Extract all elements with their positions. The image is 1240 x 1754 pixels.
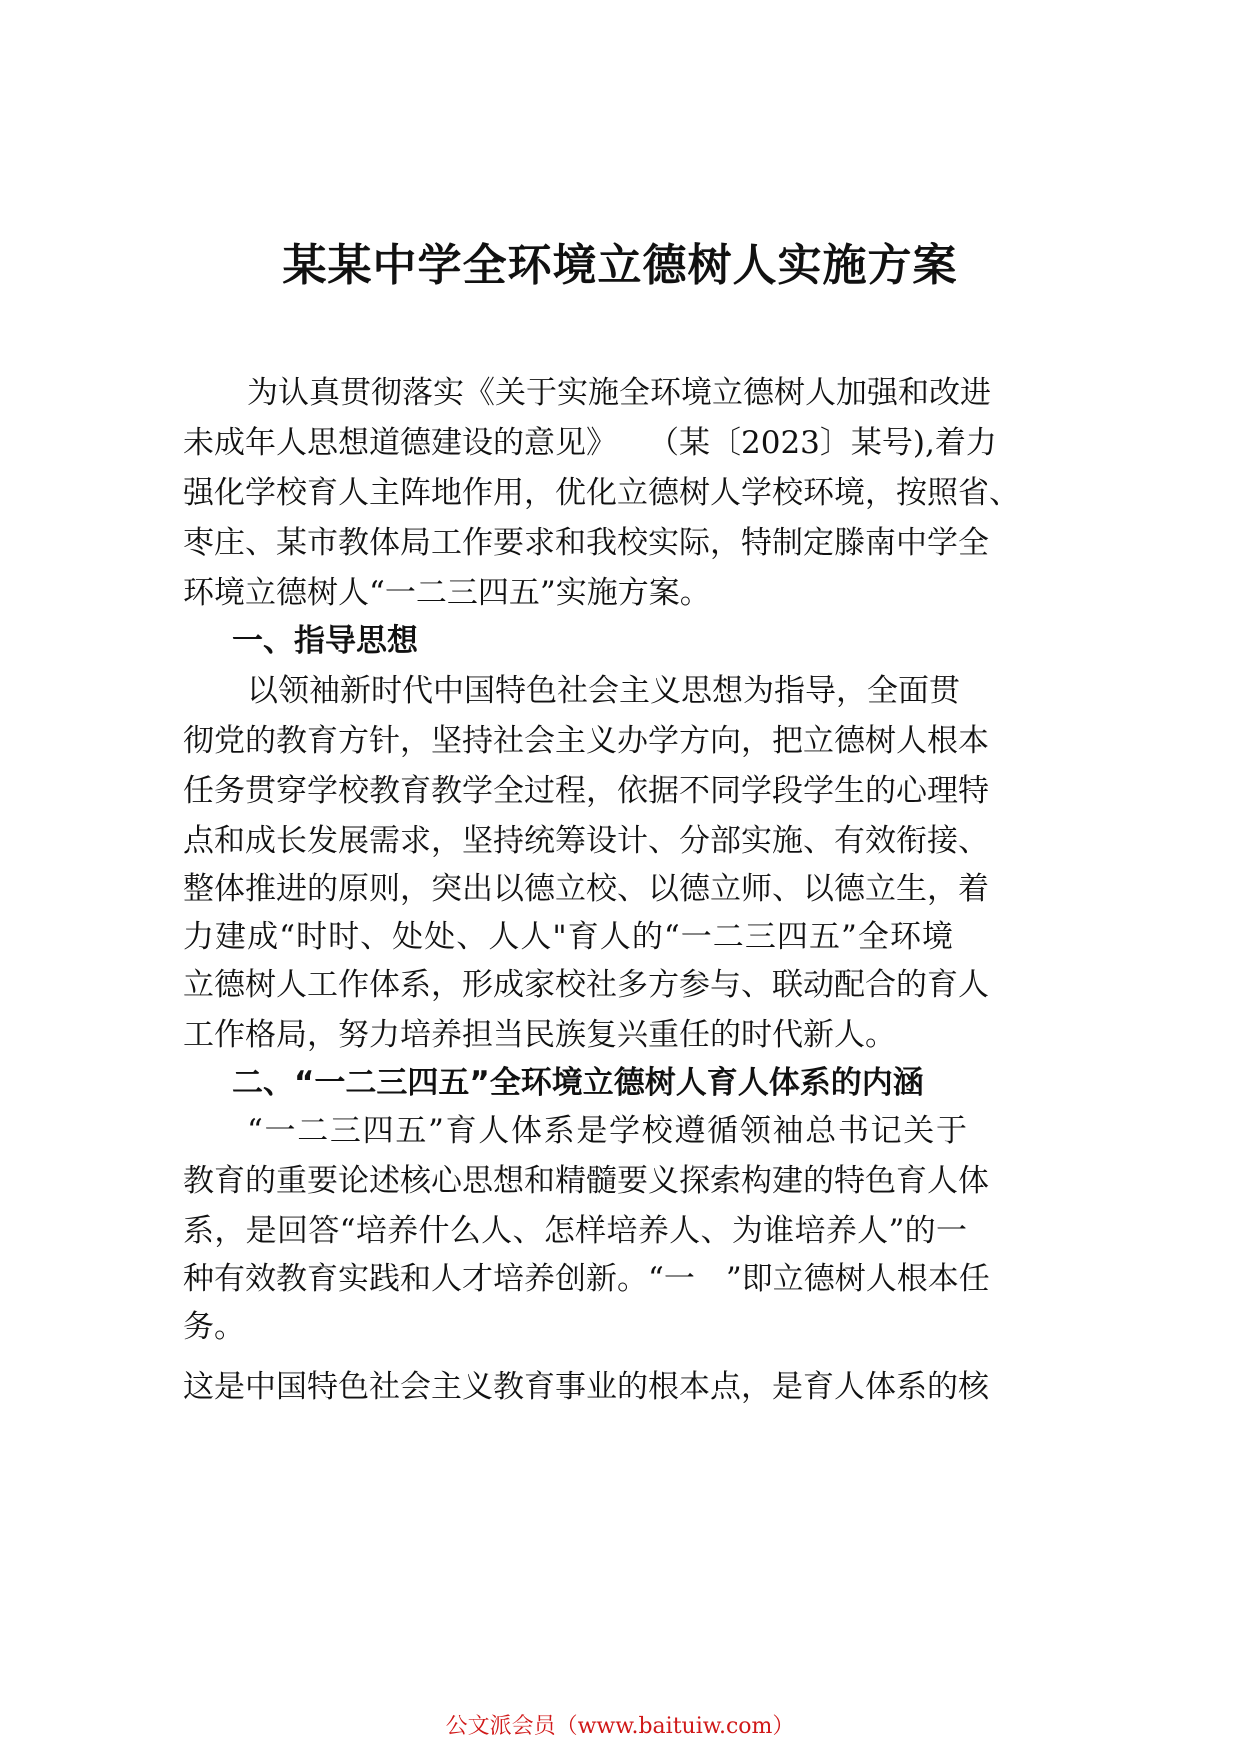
intro-line: 环境立德树人“一二三四五”实施方案。 [183,575,711,611]
section2-line: “一二三四五”育人体系是学校遵循领袖总书记关于 [247,1113,967,1149]
section2-line: 这是中国特色社会主义教育事业的根本点，是育人体系的核 [183,1369,989,1405]
section1-line: 以领袖新时代中国特色社会主义思想为指导，全面贯 [247,673,960,709]
section1-line: 工作格局，努力培养担当民族复兴重任的时代新人。 [183,1017,896,1053]
intro-line: 强化学校育人主阵地作用，优化立德树人学校环境，按照省、 [183,475,1020,511]
section1-line: 彻党的教育方针，坚持社会主义办学方向，把立德树人根本 [183,723,989,759]
section2-line: 系，是回答“培养什么人、怎样培养人、为谁培养人”的一 [183,1213,967,1249]
document-title: 某某中学全环境立德树人实施方案 [282,240,958,291]
intro-line: 未成年人思想道德建设的意见》 （某〔2023〕某号),着力 [183,425,997,461]
section1-line: 立德树人工作体系，形成家校社多方参与、联动配合的育人 [183,967,989,1003]
section2-line: 种有效教育实践和人才培养创新。“一 ”即立德树人根本任 [183,1261,990,1297]
section1-line: 整体推进的原则，突出以德立校、以德立师、以德立生，着 [183,871,989,907]
intro-line: 枣庄、某市教体局工作要求和我校实际，特制定滕南中学全 [183,525,989,561]
section2-line: 务。 [183,1309,245,1345]
section1-line: 任务贯穿学校教育教学全过程，依据不同学段学生的心理特 [183,773,989,809]
intro-line: 为认真贯彻落实《关于实施全环境立德树人加强和改进 [247,375,991,411]
section-heading: 一、指导思想 [232,623,418,659]
section2-line: 教育的重要论述核心思想和精髓要义探索构建的特色育人体 [183,1163,989,1199]
footer-watermark[interactable]: 公文派会员（www.baituiw.com） [445,1714,795,1739]
section1-line: 力建成“时时、处处、人人"育人的“一二三四五”全环境 [183,919,953,955]
section-heading: 二、“一二三四五”全环境立德树人育人体系的内涵 [232,1065,924,1101]
section1-line: 点和成长发展需求，坚持统筹设计、分部实施、有效衔接、 [183,823,989,859]
